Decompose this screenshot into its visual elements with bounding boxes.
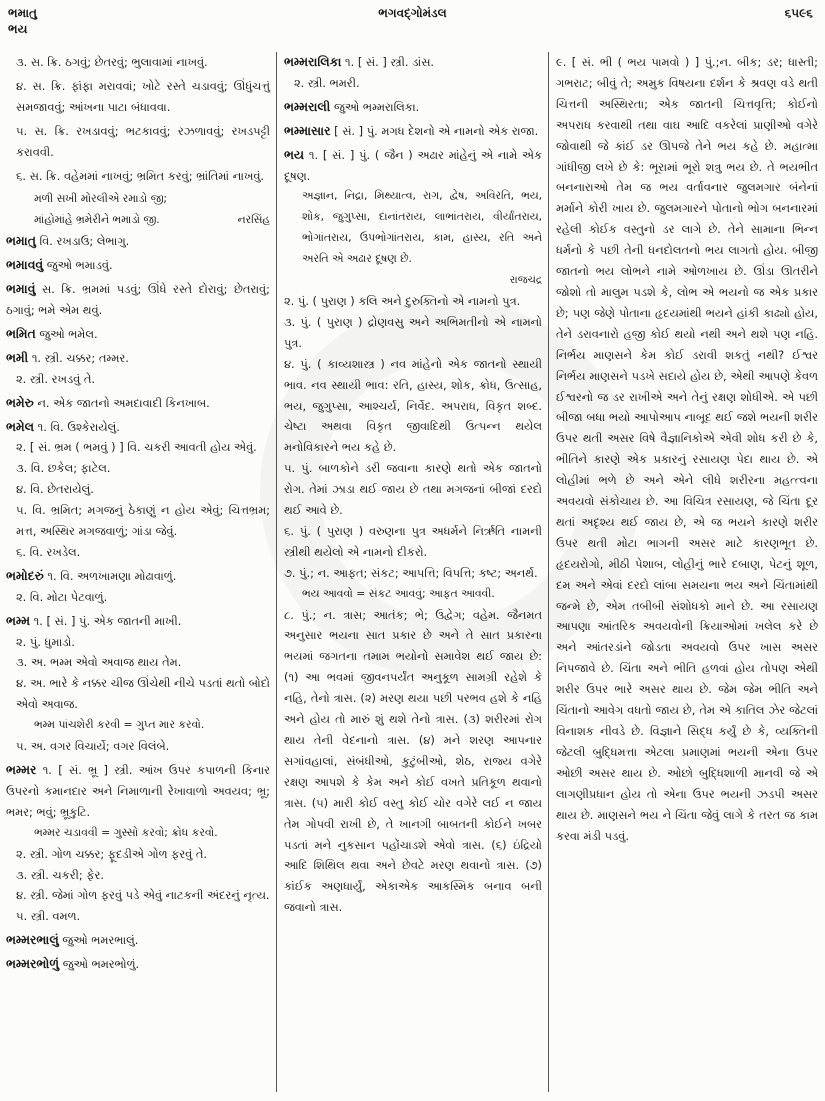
definition: જુઓ ભમ્મરાલિકા.	[333, 99, 420, 114]
sense: ૩. અ. ભમ્મ એવો અવાજ થાય તેમ.	[16, 655, 182, 670]
definition: ૧. સ્ત્રી. ચક્કર; તમ્મર.	[31, 350, 129, 365]
sense: ૩. સ. ક્રિ. ઠગવું; છેતરવું; ભુલાવામાં નાખવું.	[16, 55, 208, 69]
headword: ભમાતુ	[6, 233, 36, 249]
guide-word-last: ભય	[8, 22, 28, 36]
headword: ભમાવવું	[6, 257, 44, 273]
sense: ૪. સ્ત્રી. જેમાં ગોળ ફરવું પડે એવું નાટકની અંદરનું નૃત્ય.	[16, 888, 270, 903]
page-header	[0, 0, 825, 48]
definition: જુઓ ભમેલ.	[39, 326, 98, 341]
column-2	[284, 52, 542, 921]
dictionary-columns	[0, 52, 825, 1101]
definition: જુઓ ભમાડવું.	[46, 258, 113, 273]
headword: ભમાવું	[6, 281, 36, 297]
sense: ૬. સ. ક્રિ. વહેમમાં નાખવું; ભ્રમિત કરવું; ભ્રાંતિમાં નાખવું.	[16, 168, 265, 183]
definition: ૧. [ સં. ] પું. ( જૈન ) અઢાર માંહેનું એ નામે એક દૂષણ.	[284, 147, 542, 183]
headword: ભમિત	[6, 325, 36, 341]
quote-line	[6, 210, 270, 231]
definition: વિ. રખડાઉ; લેભાગુ.	[39, 234, 130, 249]
headword: ભમ્મરાલિકા	[284, 54, 342, 69]
definition: ૧. [ સં. ભ્રૂ ] સ્ત્રી. આંખ ઉપર કપાળની કિનાર ઉપરનો કમાનદાર અને નિમાળાની રેખાવાળો અવયવ; ભ્રૂ; ભમર; ભવું; ભ્રૂકુટિ.	[6, 763, 270, 819]
dictionary-entry	[6, 954, 270, 975]
sense: ૨. પું. ( પુરાણ ) કલિ અને દુરુક્તિનો એ નામનો પુત્ર.	[284, 293, 521, 308]
sense: ૨. વિ. મોટા પેટવાળું.	[16, 589, 108, 604]
definition: ૧. વિ. અળખામણા મોઢાવાળું.	[47, 568, 177, 583]
sense: ૬. પું. ( પુરાણ ) વરુણના પુત્ર અધર્મને નિર્ઋતિ નામની સ્ત્રીથી થયેલો એ નામનો દીકરો.	[284, 523, 542, 559]
sense: ૫. સ્ત્રી. વમળ.	[16, 909, 81, 924]
sense: ૪. અ. ભારે કે નક્કર ચીજ ઊંચેથી નીચે પડતાં થતો બોદો એવો અવાજ.	[16, 676, 270, 712]
sense: ૩. વિ. છકેલ; ફાટેલ.	[16, 461, 111, 476]
sense: ૬. વિ. રખડેલ.	[16, 544, 81, 559]
sense: ૩. પું. ( પુરાણ ) દ્રોણવસુ અને અભિમતીનો એ નામનો પુત્ર.	[284, 314, 542, 350]
dictionary-entry	[284, 145, 542, 919]
dictionary-entry	[284, 97, 542, 118]
definition: [ સં. ] પું. મગધ દેશનો એ નામનો એક રાજા.	[334, 123, 539, 138]
definition: ન. એક જાતનો અમદાવાદી કિનખાબ.	[37, 395, 210, 410]
headword: ભમ્મર	[6, 762, 37, 777]
sense: ૫. અ. વગર વિચાર્યે; વગર વિલંબે.	[16, 739, 170, 754]
sense: ૫. સ. ક્રિ. રખડાવવું; ભટકાવવું; રઝળાવવું; રખડપટ્ટી કરાવવી.	[16, 123, 270, 159]
definition: ૧. વિ. ઉશ્કેરાયેલું.	[37, 419, 120, 434]
dictionary-entry	[6, 393, 270, 414]
sense: ૨. પું. ધુમાડો.	[16, 634, 75, 649]
sense: ૯. [ સં. ભી ( ભય પામવો ) ] પું.;ન. બીક; ડર; ધાસ્તી; ગભરાટ; બીવું તે; અમુક વિષયના દર્શન કે શ્રવણ વડે થતી ચિત્તની અસ્થિરતા; એક જાતની ચિત્તવૃત્તિ; કોઈનો અપરાધ કરવાથી તથા વાઘ આદિ વકરેલાં પ્રાણીઓ વગેરે જોવાથી જે કાંઈ ડર ઊપજે તેને ભય કહે છે. મહાત્મા ગાંધીજી લખે છે કે: ભૂરામાં ભૂરો શત્રુ ભય છે. તે ભયભીત બનનારાઓ તેમ જ ભય વર્તાવનાર જુલમગાર બંનેનાં મર્માને કોરી ખાય છે. જુલમગારને પોતાનો ભોગ બનનારમાં રહેલી કોઈક વસ્તુનો ડર લાગે છે. તેને સામાના ભિન્ન ધર્મનો કે પછી તેની ધનદોલતનો ભય લાગતો હોય. બીજી જાતનો ભય લોભને નામે ઓળખાય છે. ઊંડા ઊતરીને જોશો તો માલુમ પડશે કે, લોભ એ ભયનો જ એક પ્રકાર છે; પણ જેણે પોતાના હૃદયમાંથી ભયને હાંકી કાઢ્યો હોય, તેને ડરાવનારો હજી કોઈ થયો નથી અને થશે પણ નહિ. નિર્ભય માણસને કેમ કોઈ ડરાવી શકતું નથી? ઈશ્વર નિર્ભય માણસને પડખે સદાયે હોય છે, એથી આપણે કેવળ ઈશ્વરનો જ ડર રાખીએ અને તેનું રક્ષણ શોધીએ. એ પછી બીજા બધા ભયો આપોઆપ નાબૂદ થઈ જશે ભયની શરીર ઉપર થતી અસર વિષે વૈજ્ઞાનિકોએ એવી શોધ કરી છે કે, ભીતિને કારણે એક પ્રકારનું રસાયણ પેદા થાય છે. એ લોહીમાં ભળે છે અને એને લીધે શરીરના મહત્ત્વના અવયવો સંકોચાય છે. આ વિચિત્ર રસાયણ, જે ચિંતા દૂર થતાં અદૃશ્ય થઈ જાય છે, એ જ ભયને કારણે શરીર ઉપર થતી મોટા ભાગની અસર માટે કારણભૂત છે. હૃદયરોગો, મીઠી પેશાબ, લોહીનું ભારે દબાણ, પેટનું શૂળ, દમ અને એવાં દરદો લાંબા સમયના ભય અને ચિંતામાંથી જન્મે છે, એમ તબીબી સંશોધકો માને છે. આ રસાયણ આપણા આંતરિક અવયવોની ક્રિયાઓમાં ખલેલ કરે છે અને આંતરડાંને જોડતા અવયવો ઉપર ખાસ અસર નિપજાવે છે. ચિંતા અને ભીતિ હળવાં હોય તોપણ એથી શરીર ઉપર ભારે અસર થાય છે. જેમ જેમ ભીતિ અને ચિંતાનો આવેગ વધતો જાય છે, તેમ એ કાતિલ ઝેર જેટલાં વિનાશક નીવડે છે. વિજ્ઞાને સિદ્ધ કર્યું છે કે, વ્યક્તિની જેટલી બુદ્ધિમત્તા એટલા પ્રમાણમાં ભયની એના ઉપર ઓછી અસર થાય છે. ઓછો બુદ્ધિશાળી માનવી જે એ લાગણીપ્રધાન હોય તો એના ઉપર ભયની ઝડપી અસર થાય છે. માણસને ભય ને ચિંતા જેવું લાગે કે તરત જ કામ કરવા મંડી પડવું.	[556, 55, 818, 843]
column-3	[556, 52, 818, 849]
sense: ૫. પું. બાળકોને ડરી જવાના કારણે થતો એક જાતનો રોગ. તેમાં ઝાડા થઈ જાય છે તથા મગજનાં બીજાં દરદો થઈ આવે છે.	[284, 461, 542, 518]
phrase: ભમ્મ પાંચશેરી કરવી = ગુપ્ત માર કરવો.	[34, 718, 205, 732]
dictionary-entry	[6, 255, 270, 276]
definition: ૧. [ સં. ] સ્ત્રી. ડાંસ.	[345, 55, 435, 69]
headword: ભમી	[6, 349, 29, 365]
headword: ભમોદરું	[6, 567, 44, 583]
dictionary-entry	[6, 231, 270, 252]
sense: ૨. સ્ત્રી. રખડવું તે.	[16, 371, 96, 386]
column-divider	[276, 52, 277, 1092]
sense: ૪. સ. ક્રિ. ફાંફા મરાવવાં; ખોટે રસ્તે ચડાવવું; ઊંધુંચત્તું સમજાવવું; આંખના પાટા બંધાવવા.	[16, 78, 270, 114]
guide-word-first: ભમાતુ	[8, 6, 37, 20]
sense: ૩. સ્ત્રી. ચકરી; ફેર.	[16, 867, 104, 882]
sense: ૨. સ્ત્રી. ગોળ ચક્કર; ફૂદડીએ ગોળ ફરવું તે.	[16, 846, 208, 861]
headword: ભમેલ	[6, 418, 35, 434]
quote-source: રાજચંદ્ર	[509, 274, 542, 287]
headword: ભય	[284, 146, 305, 162]
sense: ૨. [ સં. ભ્રમ ( ભમવું ) ] વિ. ચકરી આવતી હોય એવું.	[16, 440, 257, 455]
definition: જુઓ ભમરભોળું.	[62, 957, 140, 972]
phrase: ભમ્મર ચડાવવી = ગુસ્સો કરવો; ક્રોધ કરવો.	[34, 825, 218, 839]
sense: ૨. સ્ત્રી. ભમરી.	[294, 75, 360, 90]
column-divider	[548, 52, 549, 1092]
dictionary-entry	[6, 930, 270, 951]
dictionary-entry	[6, 566, 270, 608]
headword: ભમ્મરભાલું	[6, 932, 59, 948]
headword: ભમ્મરાલી	[284, 98, 331, 114]
dictionary-entry	[6, 348, 270, 390]
dictionary-entry	[6, 279, 270, 321]
quote-text: માંહોમાંહે ભ્રમેરીને ભમાડો જી.	[34, 213, 160, 227]
dictionary-entry	[6, 417, 270, 563]
dictionary-entry	[284, 121, 542, 142]
definition: સ. ક્રિ. ભ્રમમાં પડવું; ઊંધે રસ્તે દોરાવું; છેતરાવું; ઠગાવું; ભમે એમ થવું.	[6, 282, 270, 317]
page-title: ભગવદ્ગોમંડલ	[378, 6, 447, 20]
definition: ૧. [ સં. ] પું. એક જાતની માખી.	[33, 613, 182, 628]
phrase: ભય આવવો = સંકટ આવવું; આફત આવવી.	[302, 586, 495, 600]
dictionary-entry	[6, 324, 270, 345]
sense: ૮. પું.; ન. ત્રાસ; આતંક; ભે; ઉદ્વેગ; વહેમ. જૈનમત અનુસાર ભયના સાત પ્રકાર છે અને તે સાત પ્રકારના ભયમાં જગતના તમામ ભયોનો સમાવેશ થઈ જાય છે: (૧) આ ભવમાં જીવનપર્યંત અનુકૂળ સામગ્રી રહેશે કે નહિ, તેનો ત્રાસ. (૨) મરણ થયા પછી પરભવ હશે કે નહિ અને હોય તો મારું શું થશે તેનો ત્રાસ. (૩) શરીરમાં રોગ થાય તેની વેદનાનો ત્રાસ. (૪) મને શરણ આપનાર સગાંવહાલાં, સંબંધીઓ, કુટુંબીઓ, શેઠ, રાજ્ય વગેરે રક્ષણ આપશે કે કેમ અને કોઈ વખતે પ્રતિકૂળ થવાનો ત્રાસ. (૫) મારી કોઈ વસ્તુ કોઈ ચોર વગેરે લઈ ન જાય તેમ ગોપવી રાખી છે, તે ખાનગી બાબતની કોઈને ખબર પડતાં મને નુકસાન પહોંચાડશે એવો ત્રાસ. (૬) ઇંદ્રિયો આદિ શિથિલ થવા અને છેવટે મરણ થવાનો ત્રાસ. (૭) કાંઈક અણધાર્યું, એકાએક આકસ્મિક બનાવ બની જવાનો ત્રાસ.	[284, 607, 542, 915]
headword: ભમ્મરભોળું	[6, 956, 60, 972]
headword: ભમેરુ	[6, 394, 34, 410]
dictionary-entry	[6, 611, 270, 757]
dictionary-entry	[6, 760, 270, 927]
dictionary-entry	[284, 52, 542, 94]
page-number: ૬૫૯૬	[784, 6, 813, 20]
quote-line: મળી સખી મોરલીએ રમાડો જી;	[34, 192, 168, 206]
sense: ૭. પું.; ન. આફત; સંકટ; આપત્તિ; વિપત્તિ; કષ્ટ; અનર્થ.	[284, 565, 538, 580]
headword: ભમ્મ	[6, 612, 30, 628]
column-1	[6, 52, 270, 978]
headword: ભમ્માસાર	[284, 122, 331, 138]
sense: ૫. વિ. ભ્રમિત; મગજનું ઠેકાણું ન હોય એવું; ચિત્તભ્રમ; મત્ત, અસ્થિર મગજવાળું; ગાંડા જેવું.	[16, 503, 270, 539]
sense: ૪. પું. ( કાવ્યશાસ્ત્ર ) નવ માંહેનો એક જાતનો સ્થાયી ભાવ. નવ સ્થાયી ભાવ: રતિ, હાસ્ય, શોક, ક્રોધ, ઉત્સાહ, ભય, જુગુપ્સા, આશ્ચર્ય, નિર્વેદ. અપરાધ, વિકૃત શબ્દ. ચેષ્ટા અથવા વિકૃત જીવાદિથી ઉત્પન્ન થયેલ મનોવિકારને ભય કહે છે.	[284, 356, 542, 455]
quote-text: અજ્ઞાન, નિદ્રા, મિથ્યાત્વ, રાગ, દ્વેષ, અવિરતિ, ભય, શોક, જુગુપ્સા, દાનાંતરાય, લાભાંતરાય, વીર્યાંતરાય, ભોગાંતરાય, ઉપભોગાંતરાય, કામ, હાસ્ય, રતિ અને અરતિ એ અઢાર દૂષણ છે.	[302, 189, 542, 266]
sense: ૪. વિ. છેતરાયેલું.	[16, 482, 94, 497]
definition: જુઓ ભમરભાલું.	[62, 933, 139, 948]
quote-source: નરસિંહ	[237, 213, 270, 227]
